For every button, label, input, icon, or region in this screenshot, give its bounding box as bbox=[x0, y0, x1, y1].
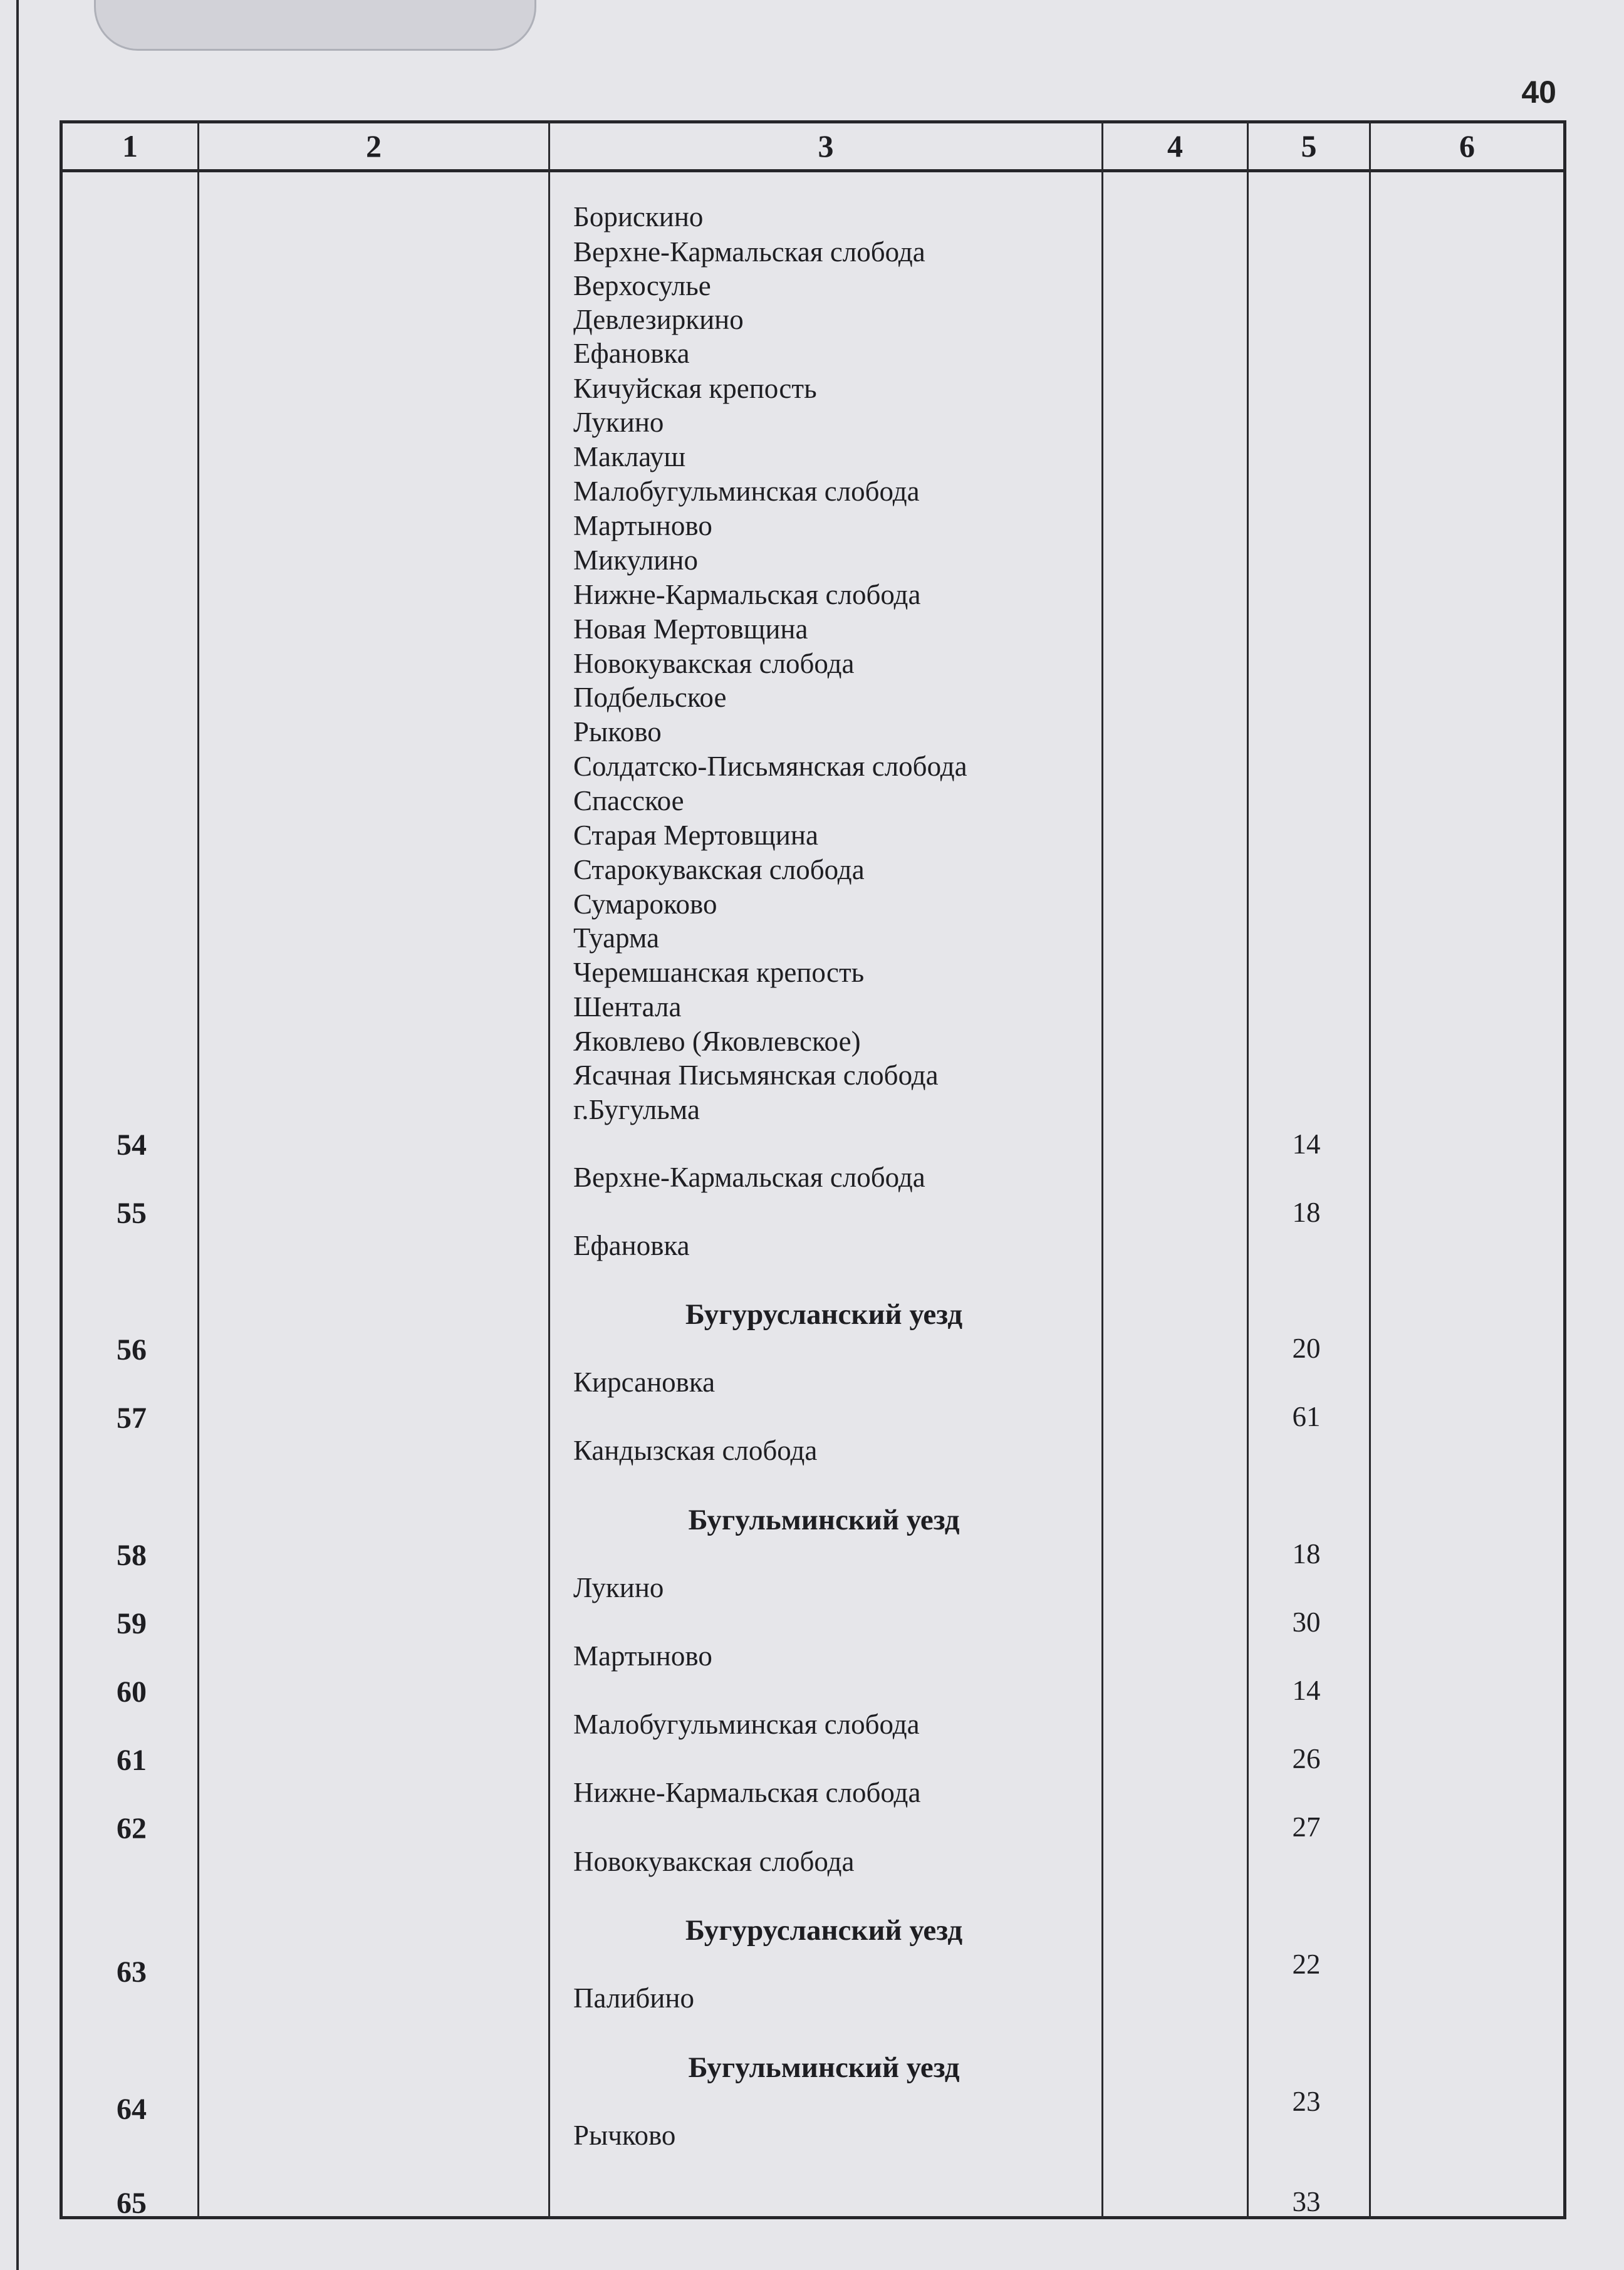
row-number: 55 bbox=[117, 1197, 147, 1230]
column-header-1: 1 bbox=[122, 128, 138, 164]
row-number: 65 bbox=[117, 2187, 147, 2220]
place-list-item: Сумароково bbox=[573, 888, 717, 920]
row-place: Палибино bbox=[573, 1982, 694, 2014]
row-value: 33 bbox=[1292, 2186, 1321, 2217]
place-list-item: Подбельское bbox=[573, 682, 727, 713]
section-heading: Бугульминский уезд bbox=[688, 2051, 960, 2084]
row-value: 18 bbox=[1292, 1197, 1321, 1228]
column-header-2: 2 bbox=[366, 128, 382, 164]
row-value: 22 bbox=[1292, 1949, 1321, 1980]
row-value: 27 bbox=[1292, 1811, 1321, 1843]
place-list-item: Рыково bbox=[573, 716, 662, 747]
place-list-item: Туарма bbox=[573, 922, 660, 954]
row-number: 59 bbox=[117, 1607, 147, 1640]
section-heading: Бугурусланский уезд bbox=[685, 1298, 963, 1331]
page-number: 40 bbox=[1521, 75, 1556, 110]
place-list-item: Верхне-Кармальская слобода bbox=[573, 236, 925, 268]
place-list-item: Кичуйская крепость bbox=[573, 373, 817, 404]
binder-clip bbox=[94, 0, 536, 51]
place-list-item: Новокувакская слобода bbox=[573, 648, 855, 679]
row-place: Верхне-Кармальская слобода bbox=[573, 1162, 925, 1193]
row-value: 26 bbox=[1292, 1743, 1321, 1774]
row-place: Мартыново bbox=[573, 1640, 712, 1672]
place-list-item: Черемшанская крепость bbox=[573, 957, 865, 988]
row-value: 14 bbox=[1292, 1675, 1321, 1706]
column-header-4: 4 bbox=[1167, 128, 1183, 164]
column-divider bbox=[1369, 120, 1371, 2219]
place-list-item: Маклауш bbox=[573, 441, 686, 472]
place-list-item: Ясачная Письмянская слобода bbox=[573, 1060, 939, 1091]
place-list-item: Девлезиркино bbox=[573, 304, 744, 335]
row-place: Нижне-Кармальская слобода bbox=[573, 1777, 921, 1808]
place-list-item: Спасское bbox=[573, 785, 684, 816]
row-value: 18 bbox=[1292, 1538, 1321, 1570]
column-divider bbox=[197, 120, 199, 2219]
row-place: Лукино bbox=[573, 1572, 664, 1603]
row-place: Ефановка bbox=[573, 1230, 690, 1261]
column-divider bbox=[1101, 120, 1103, 2219]
place-list-item: Малобугульминская слобода bbox=[573, 476, 920, 507]
row-value: 14 bbox=[1292, 1128, 1321, 1160]
row-value: 61 bbox=[1292, 1401, 1321, 1432]
place-list-item: г.Бугульма bbox=[573, 1094, 700, 1125]
place-list-item: Старокувакская слобода bbox=[573, 854, 865, 885]
row-value: 20 bbox=[1292, 1333, 1321, 1364]
row-place: Новокувакская слобода bbox=[573, 1846, 855, 1877]
place-list-item: Новая Мертовщина bbox=[573, 613, 808, 645]
row-place: Малобугульминская слобода bbox=[573, 1709, 920, 1740]
column-header-5: 5 bbox=[1301, 128, 1317, 164]
page-edge bbox=[16, 0, 19, 2270]
column-divider bbox=[1247, 120, 1249, 2219]
row-number: 56 bbox=[117, 1333, 147, 1367]
row-number: 54 bbox=[117, 1128, 147, 1162]
row-number: 57 bbox=[117, 1402, 147, 1435]
column-header-3: 3 bbox=[818, 128, 834, 164]
row-number: 63 bbox=[117, 1955, 147, 1989]
place-list-item: Шентала bbox=[573, 991, 682, 1023]
row-number: 64 bbox=[117, 2093, 147, 2126]
row-value: 30 bbox=[1292, 1606, 1321, 1638]
place-list-item: Нижне-Кармальская слобода bbox=[573, 579, 921, 610]
row-place: Кирсановка bbox=[573, 1367, 716, 1398]
row-number: 62 bbox=[117, 1812, 147, 1845]
section-heading: Бугурусланский уезд bbox=[685, 1914, 963, 1947]
place-list-item: Солдатско-Письмянская слобода bbox=[573, 751, 967, 782]
column-header-6: 6 bbox=[1459, 128, 1475, 164]
place-list-item: Борискино bbox=[573, 201, 704, 232]
header-divider bbox=[60, 169, 1566, 172]
section-heading: Бугульминский уезд bbox=[688, 1504, 960, 1536]
place-list-item: Старая Мертовщина bbox=[573, 820, 818, 851]
row-value: 23 bbox=[1292, 2086, 1321, 2117]
row-place: Кандызская слобода bbox=[573, 1435, 818, 1466]
row-number: 58 bbox=[117, 1539, 147, 1572]
place-list-item: Ефановка bbox=[573, 338, 690, 369]
row-number: 61 bbox=[117, 1744, 147, 1777]
place-list-item: Лукино bbox=[573, 407, 664, 438]
place-list-item: Микулино bbox=[573, 544, 698, 576]
column-divider bbox=[548, 120, 550, 2219]
place-list-item: Верхосулье bbox=[573, 270, 711, 301]
row-place: Рычково bbox=[573, 2120, 676, 2151]
row-number: 60 bbox=[117, 1675, 147, 1709]
place-list-item: Мартыново bbox=[573, 510, 712, 541]
place-list-item: Яковлево (Яковлевское) bbox=[573, 1026, 861, 1057]
